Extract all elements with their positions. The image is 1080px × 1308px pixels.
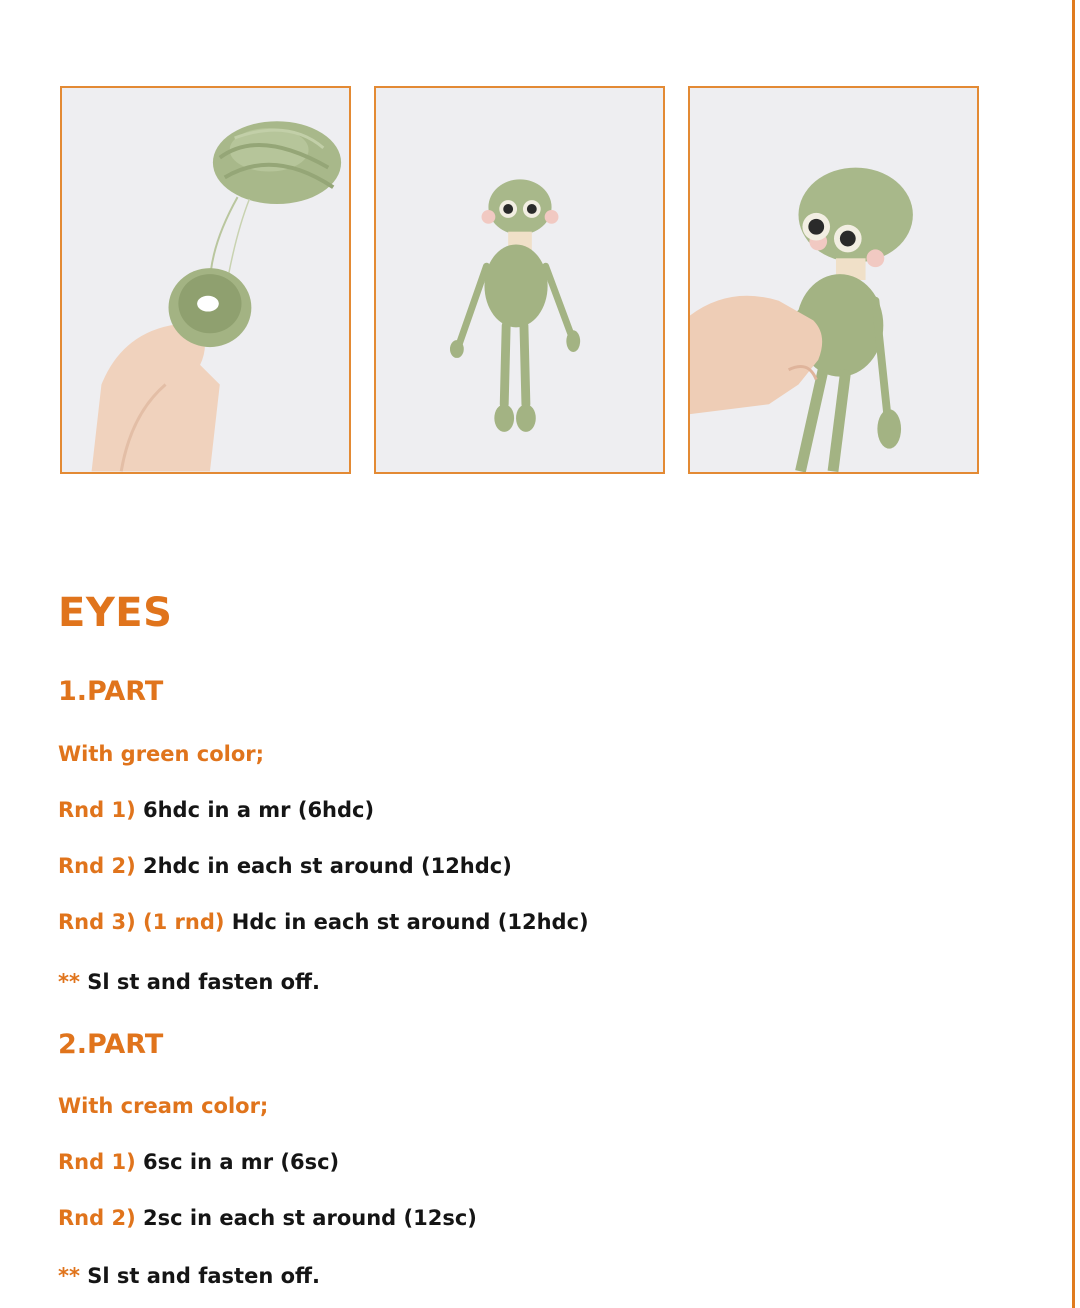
round-instruction: 2hdc in each st around (12hdc) [143, 854, 512, 878]
part-2-heading: 2.PART [58, 1029, 164, 1060]
finish-instruction: Sl st and fasten off. [87, 1264, 320, 1288]
round-extra: (1 rnd) [143, 910, 225, 934]
part-1-round-1 [58, 798, 374, 822]
page-edge-rule [1072, 0, 1075, 1308]
finish-stars: ** [58, 1264, 80, 1288]
photo-frog-doll-held [688, 86, 979, 474]
round-instruction: 6sc in a mr (6sc) [143, 1150, 340, 1174]
part-2-round-1 [58, 1150, 339, 1174]
part-1-color-note: With green color; [58, 742, 265, 766]
round-label: Rnd 3) [58, 910, 136, 934]
round-label: Rnd 2) [58, 1206, 136, 1230]
round-label: Rnd 1) [58, 798, 136, 822]
round-instruction: Hdc in each st around (12hdc) [231, 910, 589, 934]
photo-3-illustration [690, 88, 977, 472]
part-1-round-2 [58, 854, 512, 878]
part-1-round-3 [58, 910, 589, 934]
finish-stars: ** [58, 970, 80, 994]
photo-frog-doll-standing [374, 86, 665, 474]
round-label: Rnd 1) [58, 1150, 136, 1174]
part-2-finish [58, 1264, 320, 1288]
part-1-finish [58, 970, 320, 994]
part-2-round-2 [58, 1206, 477, 1230]
section-title: EYES [58, 590, 173, 636]
round-instruction: 6hdc in a mr (6hdc) [143, 798, 375, 822]
part-1-heading: 1.PART [58, 676, 164, 707]
round-label: Rnd 2) [58, 854, 136, 878]
photo-1-illustration [62, 88, 349, 472]
round-instruction: 2sc in each st around (12sc) [143, 1206, 477, 1230]
part-2-color-note: With cream color; [58, 1094, 269, 1118]
photo-2-illustration [376, 88, 663, 472]
photo-green-cup-and-yarn [60, 86, 351, 474]
finish-instruction: Sl st and fasten off. [87, 970, 320, 994]
